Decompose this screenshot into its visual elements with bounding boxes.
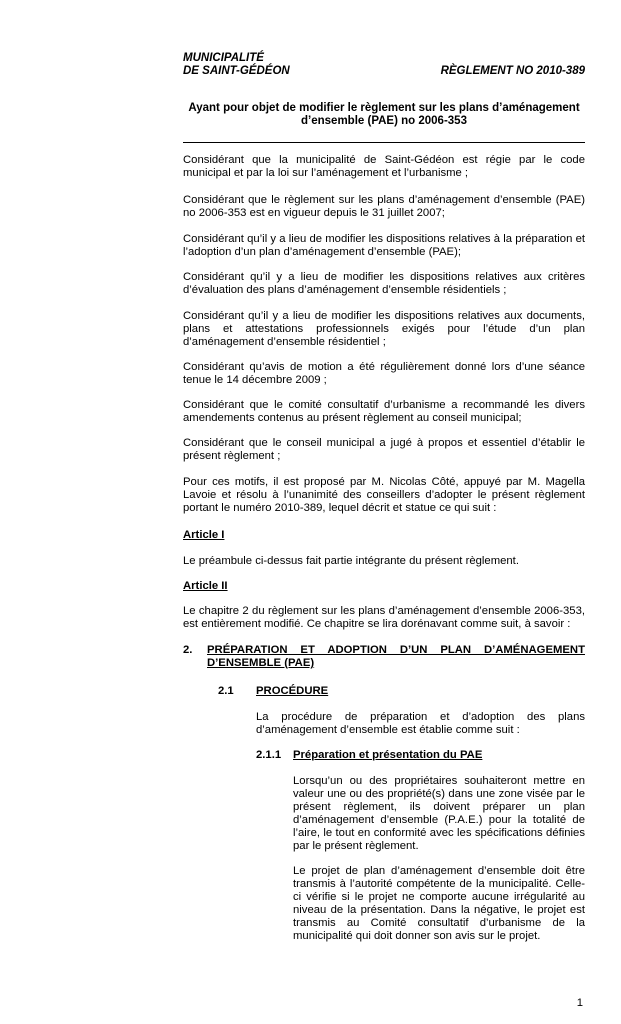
section-2-title-line1: PRÉPARATION ET ADOPTION D’UN PLAN D’AMÉNAGEMENT xyxy=(207,644,585,656)
considerant-7: Considérant que le comité consultatif d’urbanisme a recommandé les divers amendements contenus au présent règlement au conseil municipal; xyxy=(183,399,585,424)
document-title xyxy=(183,102,585,128)
considerant-4: Considérant qu’il y a lieu de modifier les dispositions relatives aux critères d’évaluation des plans d’aménagement d’ensemble résidentiels ; xyxy=(183,271,585,296)
section-2-title xyxy=(207,644,585,670)
municipality-name xyxy=(183,52,290,78)
section-2-1-1-title: Préparation et présentation du PAE xyxy=(293,749,483,761)
page-number: 1 xyxy=(576,997,583,1009)
section-2-1-1-number: 2.1.1 xyxy=(256,749,282,761)
article-1-heading: Article I xyxy=(183,529,225,541)
considerant-5: Considérant qu’il y a lieu de modifier les dispositions relatives aux documents, plans et attestations professionnels exigés pour l’étude d’un plan d’aménagement d’ensemble résidentiel ; xyxy=(183,310,585,348)
article-2-text: Le chapitre 2 du règlement sur les plans d’aménagement d’ensemble 2006-353, est entièrement modifié. Ce chapitre se lira dorénavant comme suit, à savoir : xyxy=(183,605,585,630)
article-1-text: Le préambule ci-dessus fait partie intégrante du présent règlement. xyxy=(183,555,519,567)
considerant-3: Considérant qu’il y a lieu de modifier les dispositions relatives à la préparation et l’adoption d’un plan d’aménagement d’ensemble (PAE); xyxy=(183,233,585,258)
article-2-heading: Article II xyxy=(183,580,228,592)
title-divider xyxy=(183,142,585,143)
considerant-1: Considérant que la municipalité de Saint-Gédéon est régie par le code municipal et par la loi sur l’aménagement et l’urbanisme ; xyxy=(183,154,585,179)
municipality-line2: DE SAINT-GÉDÉON xyxy=(183,65,290,77)
section-2-1-1-paragraph-2: Le projet de plan d’aménagement d’ensemble doit être transmis à l’autorité compétente de la municipalité. Celle-ci vérifie si le projet ne comporte aucune irrégularité au niveau de la présentation. Dans la négative, le projet est transmis au Comité consultatif d’urbanisme de la municipalité qui doit donner son avis sur le projet. xyxy=(293,865,585,942)
section-2-1-number: 2.1 xyxy=(218,685,234,697)
reglement-number: RÈGLEMENT NO 2010-389 xyxy=(440,65,585,77)
considerant-6: Considérant qu’avis de motion a été régulièrement donné lors d’une séance tenue le 14 décembre 2009 ; xyxy=(183,361,585,386)
municipality-line1: MUNICIPALITÉ xyxy=(183,52,264,64)
section-2-number: 2. xyxy=(183,644,193,656)
section-2-title-line2: D’ENSEMBLE (PAE) xyxy=(207,657,315,669)
section-2-1-text: La procédure de préparation et d’adoption des plans d’aménagement d’ensemble est établie comme suit : xyxy=(256,711,585,736)
section-2-1-1-paragraph-1: Lorsqu’un ou des propriétaires souhaiteront mettre en valeur une ou des propriété(s) dans une zone visée par le présent règlement, ils doivent préparer un plan d’aménagement d’ensemble (P.A.E.) pour la totalité de l’aire, le tout en conformité avec les spécifications définies par le présent règlement. xyxy=(293,775,585,852)
considerant-8: Considérant que le conseil municipal a jugé à propos et essentiel d’établir le présent règlement ; xyxy=(183,437,585,462)
title-line1: Ayant pour objet de modifier le règlement sur les plans d’aménagement xyxy=(188,102,580,114)
considerant-2: Considérant que le règlement sur les plans d’aménagement d’ensemble (PAE) no 2006-353 est en vigueur depuis le 31 juillet 2007; xyxy=(183,194,585,219)
section-2-1-title: PROCÉDURE xyxy=(256,685,329,697)
title-line2: d’ensemble (PAE) no 2006-353 xyxy=(301,115,467,127)
resolution-paragraph: Pour ces motifs, il est proposé par M. Nicolas Côté, appuyé par M. Magella Lavoie et résolu à l’unanimité des conseillers d’adopter le présent règlement portant le numéro 2010-389, lequel décrit et statue ce qui suit : xyxy=(183,476,585,514)
